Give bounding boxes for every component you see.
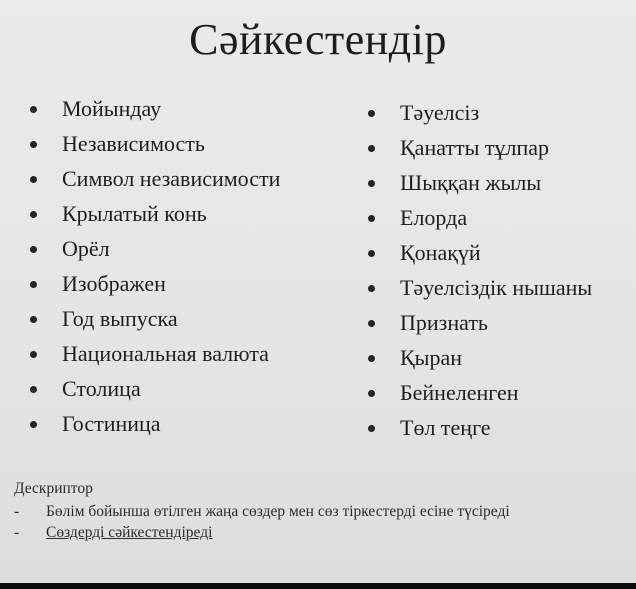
left-list-item — [30, 164, 280, 199]
bullet-icon — [30, 211, 37, 218]
right-list-item — [368, 203, 592, 238]
left-item-text: Независимость — [62, 131, 205, 156]
dash-marker: - — [14, 503, 20, 520]
bullet-icon — [368, 215, 375, 222]
left-item-text: Изображен — [62, 271, 166, 296]
left-item-text: Год выпуска — [62, 306, 178, 331]
right-item-text: Төл теңге — [400, 415, 491, 440]
descriptor-heading: Дескриптор — [14, 480, 93, 497]
bullet-icon — [368, 425, 375, 432]
bullet-icon — [30, 246, 37, 253]
bullet-icon — [368, 285, 375, 292]
bullet-icon — [368, 145, 375, 152]
bullet-icon — [368, 250, 375, 257]
bullet-icon — [368, 320, 375, 327]
left-list-item — [30, 234, 280, 269]
right-item-text: Бейнеленген — [400, 380, 519, 405]
left-item-text: Мойындау — [62, 96, 162, 121]
bullet-icon — [30, 351, 37, 358]
slide-title: Сәйкестендір — [189, 15, 447, 64]
left-list-item — [30, 129, 280, 164]
bottom-edge — [0, 583, 636, 589]
right-list-item — [368, 168, 592, 203]
left-item-text: Орёл — [62, 236, 110, 261]
left-item-text: Национальная валюта — [62, 341, 269, 366]
right-word-list — [368, 98, 592, 448]
left-list-item — [30, 199, 280, 234]
right-list-item — [368, 343, 592, 378]
bullet-icon — [368, 110, 375, 117]
right-list-item — [368, 378, 592, 413]
right-list-item — [368, 273, 592, 308]
bullet-icon — [30, 141, 37, 148]
bullet-icon — [30, 106, 37, 113]
bullet-icon — [30, 316, 37, 323]
descriptor-block — [14, 480, 629, 543]
descriptor-item-text: Бөлім бойынша өтілген жаңа сөздер мен сөз тіркестерді есіне түсіреді — [46, 503, 510, 520]
bullet-icon — [30, 281, 37, 288]
bullet-icon — [30, 176, 37, 183]
left-word-list — [30, 94, 280, 444]
left-item-text: Столица — [62, 376, 141, 401]
right-item-text: Тәуелсіз — [400, 100, 480, 125]
left-list-item — [30, 339, 280, 374]
descriptor-item — [14, 522, 629, 543]
right-item-text: Қонақүй — [400, 240, 481, 265]
left-list-item — [30, 94, 280, 129]
left-list-item — [30, 304, 280, 339]
right-list-item — [368, 308, 592, 343]
bullet-icon — [368, 180, 375, 187]
bullet-icon — [30, 386, 37, 393]
descriptor-item — [14, 501, 629, 522]
left-item-text: Крылатый конь — [62, 201, 207, 226]
bullet-icon — [368, 390, 375, 397]
right-item-text: Признать — [400, 310, 488, 335]
right-item-text: Тәуелсіздік нышаны — [400, 275, 593, 300]
right-item-text: Қанатты тұлпар — [400, 135, 550, 160]
descriptor-list — [14, 501, 629, 543]
dash-marker: - — [14, 524, 20, 541]
right-item-text: Елорда — [400, 205, 468, 230]
right-list-item — [368, 133, 592, 168]
descriptor-item-text: Сөздерді сәйкестендіреді — [46, 524, 213, 541]
bullet-icon — [368, 355, 375, 362]
bullet-icon — [30, 421, 37, 428]
right-item-text: Шыққан жылы — [400, 170, 542, 195]
right-item-text: Қыран — [400, 345, 462, 370]
right-list-item — [368, 238, 592, 273]
left-list-item — [30, 269, 280, 304]
right-list-item — [368, 98, 592, 133]
right-list-item — [368, 413, 592, 448]
left-item-text: Гостиница — [62, 411, 161, 436]
left-list-item — [30, 409, 280, 444]
left-item-text: Символ независимости — [62, 166, 281, 191]
left-list-item — [30, 374, 280, 409]
